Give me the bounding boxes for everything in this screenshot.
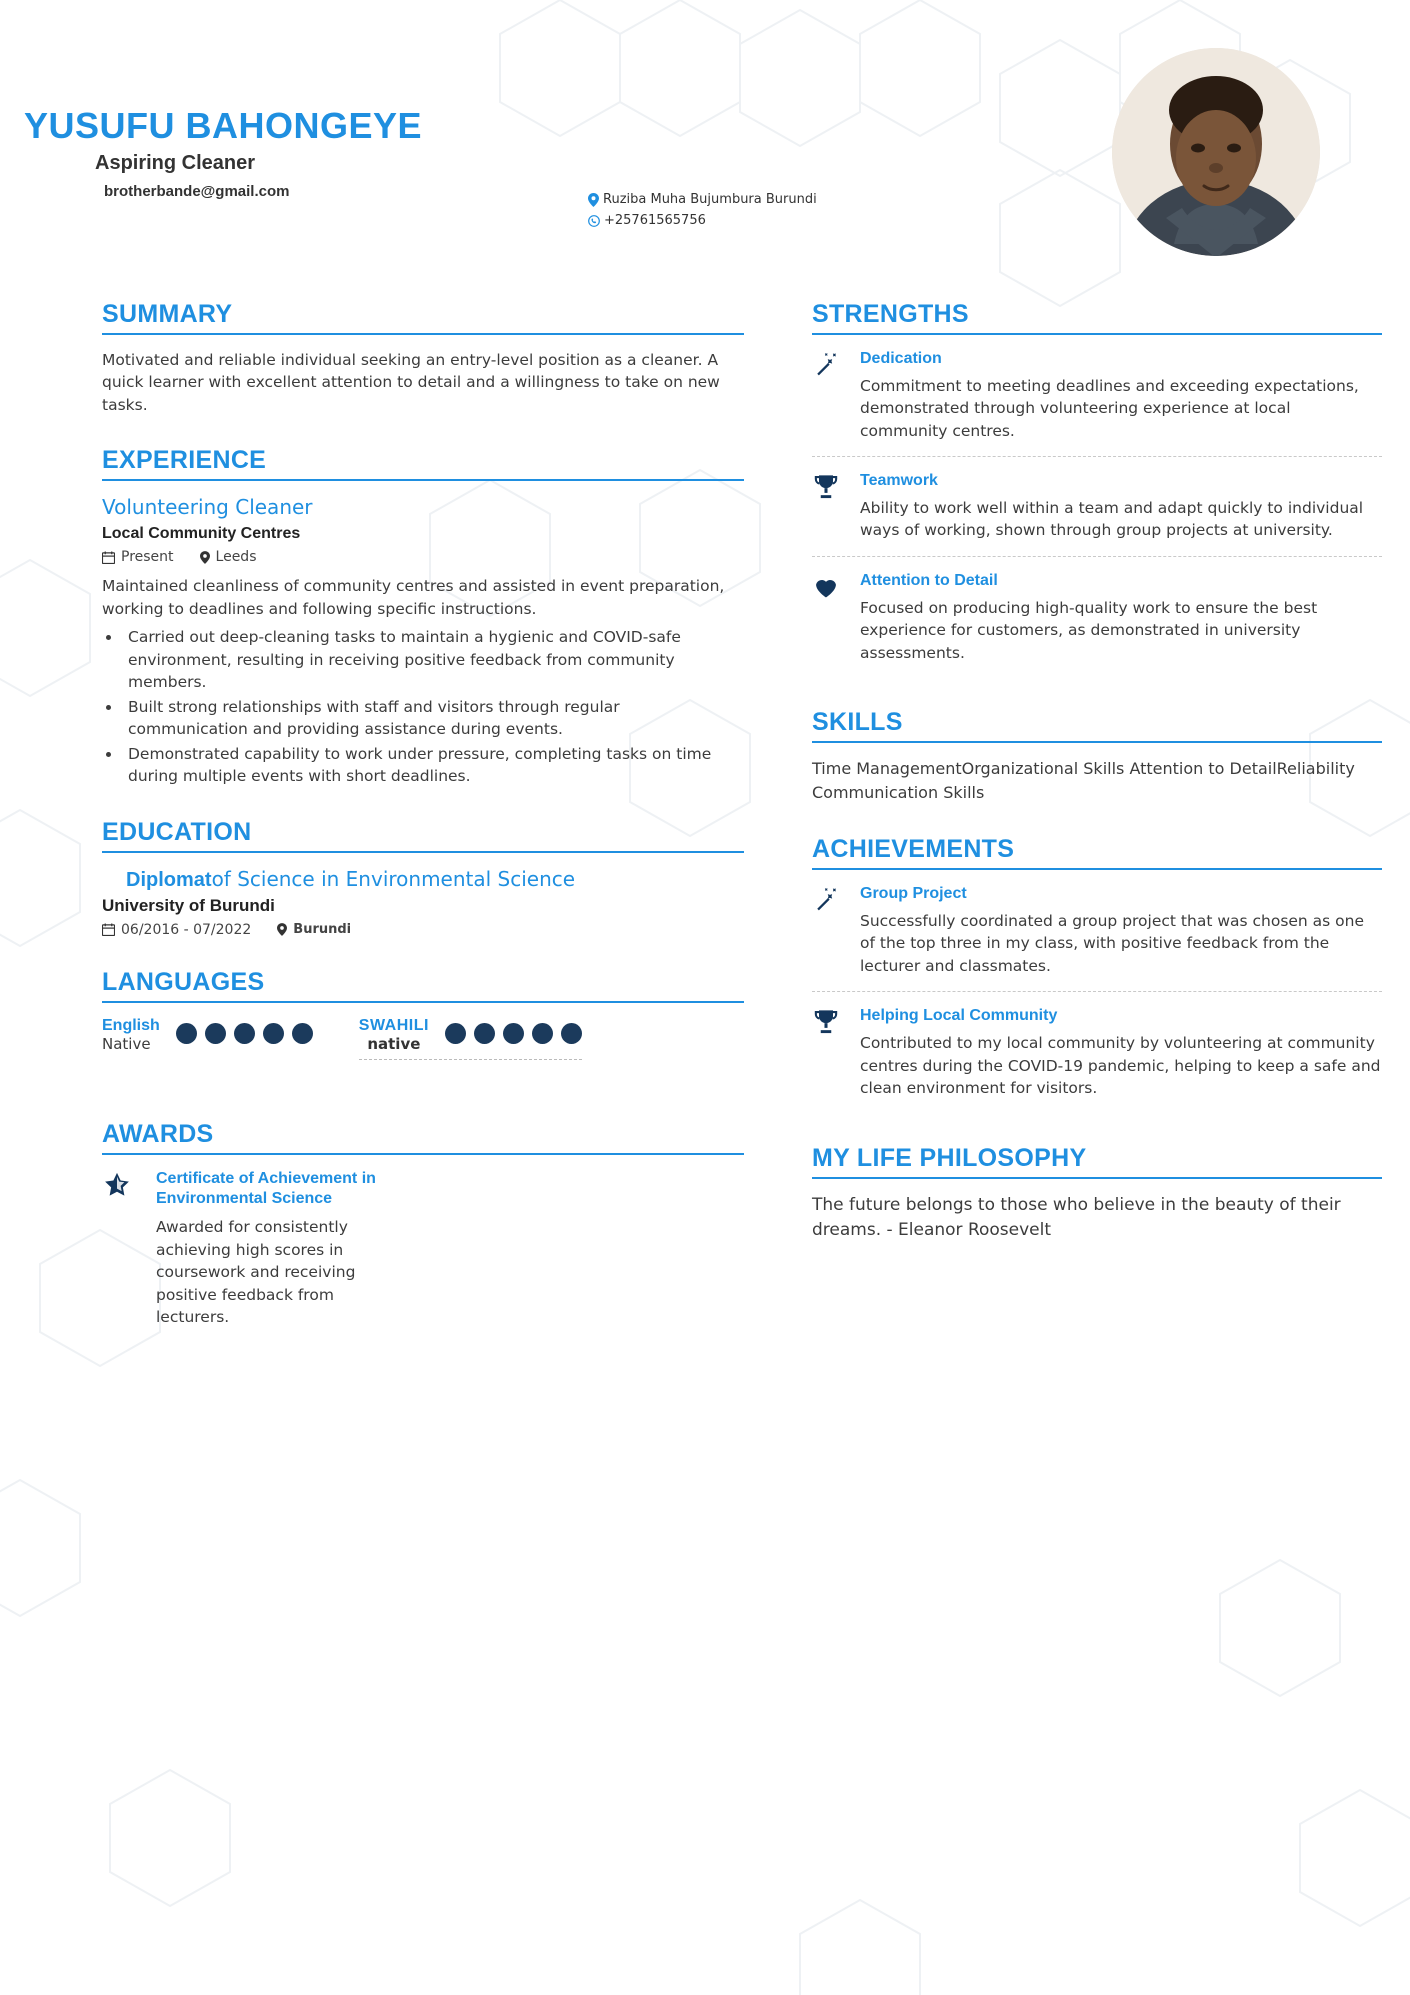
resume-body xyxy=(0,300,1410,1359)
philosophy-title: MY LIFE PHILOSOPHY xyxy=(812,1144,1382,1179)
rating-dot xyxy=(445,1023,466,1044)
strength-title: Attention to Detail xyxy=(860,571,998,589)
strength-item-teamwork xyxy=(812,471,1382,557)
trophy-icon xyxy=(812,471,846,542)
candidate-email: brotherbande@gmail.com xyxy=(104,183,290,200)
award-item xyxy=(102,1169,744,1329)
map-pin-icon xyxy=(588,193,599,207)
education-location xyxy=(277,922,351,937)
education-school: University of Burundi xyxy=(102,895,275,915)
philosophy-text: The future belongs to those who believe in the beauty of their dreams. - Eleanor Roosevelt xyxy=(812,1194,1341,1241)
left-column xyxy=(24,300,772,1359)
section-summary xyxy=(102,300,744,416)
candidate-job-title: Aspiring Cleaner xyxy=(95,152,256,174)
education-meta xyxy=(102,922,744,938)
contact-phone-text: +25761565756 xyxy=(604,212,706,228)
rating-dot xyxy=(532,1023,553,1044)
experience-title: EXPERIENCE xyxy=(102,446,744,481)
education-degree-rest: of Science in Environmental Science xyxy=(211,866,576,891)
map-pin-icon xyxy=(200,551,210,564)
rating-dot xyxy=(176,1023,197,1044)
calendar-icon xyxy=(102,923,115,936)
language-name: English xyxy=(102,1016,160,1034)
contact-block xyxy=(588,190,817,232)
achievement-title: Helping Local Community xyxy=(860,1007,1058,1025)
achievements-title: ACHIEVEMENTS xyxy=(812,835,1382,870)
whatsapp-icon xyxy=(588,215,600,227)
right-column xyxy=(772,300,1382,1359)
achievement-title: Group Project xyxy=(860,885,967,903)
summary-text: Motivated and reliable individual seeking an entry-level position as a cleaner. A quick learner with excellent attention to detail and a willingness to take on new tasks. xyxy=(102,351,720,414)
award-title-text: Certificate of Achievement in Environmental Science xyxy=(156,1169,376,1208)
list-item: • Demonstrated capability to work under pressure, completing tasks on time during multiple events with short deadlines. xyxy=(122,743,744,788)
experience-description: Maintained cleanliness of community centres and assisted in event preparation, working to deadlines and following specific instructions. xyxy=(102,577,725,618)
experience-meta xyxy=(102,549,744,565)
rating-dot xyxy=(474,1023,495,1044)
language-item-english xyxy=(102,1017,313,1060)
education-degree xyxy=(102,867,744,892)
strength-description: Commitment to meeting deadlines and exceeding expectations, demonstrated through volunteering experience at local community centres. xyxy=(860,376,1359,440)
achievement-item-helping-local-community xyxy=(812,1006,1382,1113)
strength-description: Ability to work well within a team and adapt quickly to individual ways of working, shown through group projects at university. xyxy=(860,499,1364,540)
map-pin-icon xyxy=(277,923,287,936)
candidate-name: YUSUFU BAHONGEYE xyxy=(24,105,423,146)
rating-dot xyxy=(263,1023,284,1044)
experience-date-text: Present xyxy=(121,549,174,566)
rating-dot xyxy=(561,1023,582,1044)
education-degree-bold: Diplomat xyxy=(126,868,212,891)
heart-icon xyxy=(812,571,846,664)
trophy-icon xyxy=(812,1006,846,1099)
language-name: SWAHILI xyxy=(358,1016,429,1034)
language-item-swahili xyxy=(359,1017,582,1060)
rating-dot xyxy=(234,1023,255,1044)
strength-item-dedication xyxy=(812,349,1382,457)
list-item: • Built strong relationships with staff and visitors through regular communication and providing assistance during events. xyxy=(122,696,744,741)
languages-title: LANGUAGES xyxy=(102,968,744,1003)
award-description: Awarded for consistently achieving high scores in coursework and receiving positive feedback from lecturers. xyxy=(156,1218,356,1327)
magic-wand-icon xyxy=(812,349,846,442)
section-achievements xyxy=(812,835,1382,1113)
experience-location-text: Leeds xyxy=(215,549,257,566)
star-icon xyxy=(102,1169,142,1329)
experience-date xyxy=(102,549,174,565)
resume-header xyxy=(0,0,1410,300)
magic-wand-icon xyxy=(812,884,846,977)
experience-bullets xyxy=(102,626,744,787)
rating-dot xyxy=(205,1023,226,1044)
language-rating xyxy=(176,1017,313,1044)
strength-item-attention-to-detail xyxy=(812,571,1382,678)
experience-role: Volunteering Cleaner xyxy=(102,495,313,520)
strengths-title: STRENGTHS xyxy=(812,300,1382,335)
achievement-description: Successfully coordinated a group project that was chosen as one of the top three in my class, with positive feedback from the lecturer and classmates. xyxy=(860,911,1365,975)
skills-text: Time ManagementOrganizational Skills Attention to DetailReliability Communication Skills xyxy=(812,759,1355,803)
awards-title: AWARDS xyxy=(102,1120,744,1155)
achievement-item-group-project xyxy=(812,884,1382,992)
language-level: native xyxy=(367,1034,421,1053)
contact-location xyxy=(588,190,817,211)
experience-company: Local Community Centres xyxy=(102,525,301,543)
summary-title: SUMMARY xyxy=(102,300,744,335)
contact-location-text: Ruziba Muha Bujumbura Burundi xyxy=(603,192,817,207)
strength-title: Dedication xyxy=(860,350,942,367)
section-skills xyxy=(812,708,1382,805)
section-experience xyxy=(102,446,744,787)
strength-title: Teamwork xyxy=(860,472,938,490)
candidate-photo xyxy=(1112,48,1320,256)
achievement-description: Contributed to my local community by volunteering at community centres during the COVID-19 pandemic, helping to keep a safe and clean environment for visitors. xyxy=(860,1034,1381,1098)
language-rating xyxy=(445,1017,582,1044)
rating-dot xyxy=(292,1023,313,1044)
section-philosophy xyxy=(812,1144,1382,1244)
language-level: Native xyxy=(102,1034,151,1053)
education-date xyxy=(102,922,251,938)
education-title: EDUCATION xyxy=(102,818,744,853)
section-strengths xyxy=(812,300,1382,678)
calendar-icon xyxy=(102,551,115,564)
education-date-text: 06/2016 - 07/2022 xyxy=(121,921,252,938)
list-item: • Carried out deep-cleaning tasks to maintain a hygienic and COVID-safe environment, resulting in receiving positive feedback from community members. xyxy=(122,626,744,693)
contact-phone xyxy=(588,211,817,232)
experience-location xyxy=(200,549,257,565)
skills-title: SKILLS xyxy=(812,708,1382,743)
section-awards xyxy=(102,1120,744,1329)
strength-description: Focused on producing high-quality work to ensure the best experience for customers, as demonstrated in university assessments. xyxy=(860,598,1318,662)
languages-list xyxy=(102,1017,744,1060)
rating-dot xyxy=(503,1023,524,1044)
section-education xyxy=(102,818,744,938)
section-languages xyxy=(102,968,744,1060)
education-location-text: Burundi xyxy=(293,922,352,938)
